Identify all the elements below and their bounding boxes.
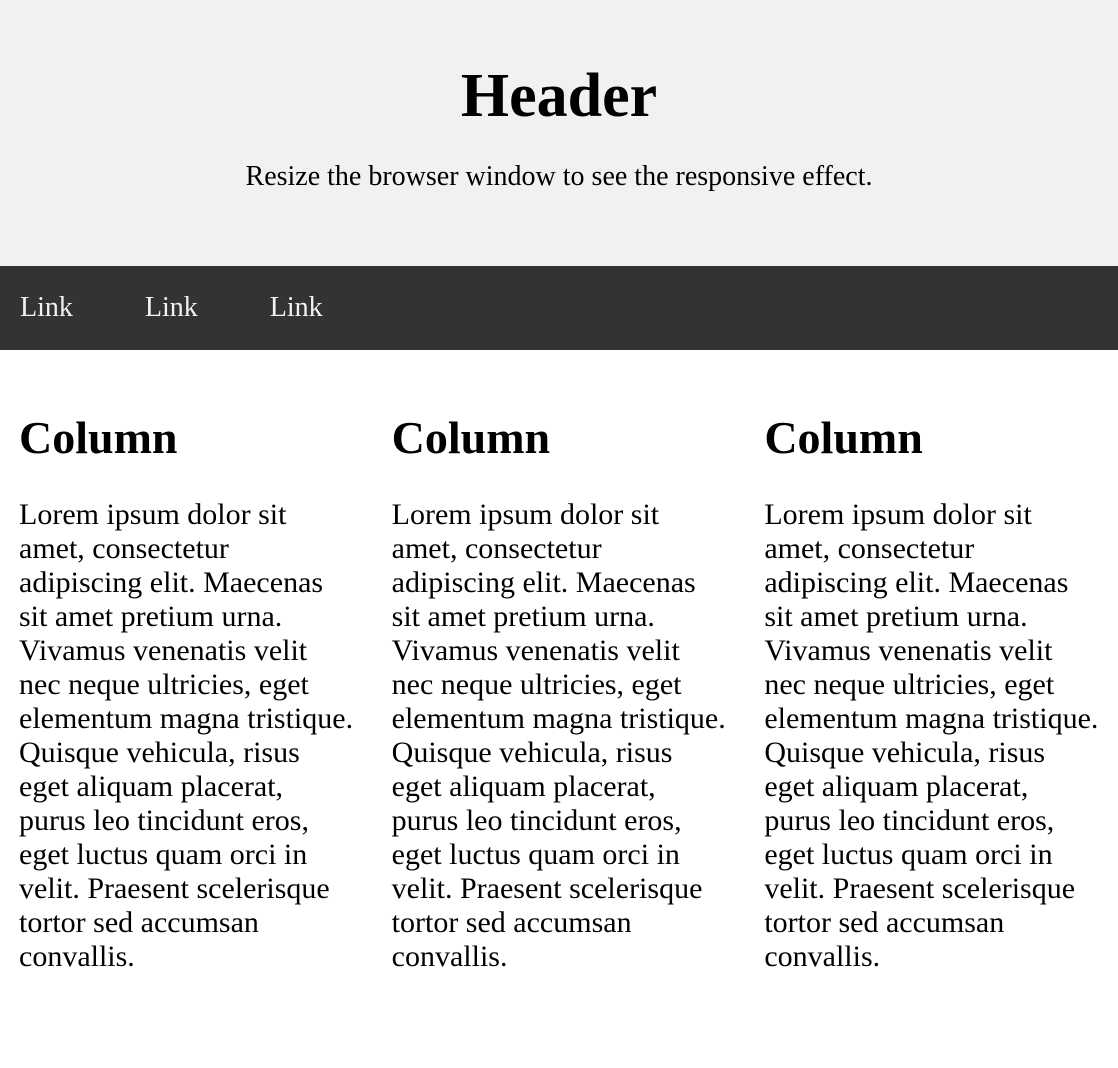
page-title: Header	[460, 62, 658, 130]
column-title: Column	[19, 412, 178, 463]
column-3	[745, 350, 1118, 974]
nav-link-1[interactable]: Link	[20, 292, 73, 323]
nav-link-2[interactable]: Link	[144, 292, 198, 323]
page-subtitle: Resize the browser window to see the responsive effect.	[245, 161, 873, 192]
column-text: Lorem ipsum dolor sit amet, consectetur adipiscing elit. Maecenas sit amet pretium urna. Vivamus venenatis velit nec neque ultricies, eget elementum magna tristique. Quisque vehicula, risus eget aliquam placerat, purus leo tincidunt eros, eget luctus quam orci in velit. Praesent scelerisque tortor sed accumsan convallis.	[391, 498, 726, 973]
page-header	[0, 0, 1118, 266]
column-text: Lorem ipsum dolor sit amet, consectetur adipiscing elit. Maecenas sit amet pretium urna. Vivamus venenatis velit nec neque ultricies, eget elementum magna tristique. Quisque vehicula, risus eget aliquam placerat, purus leo tincidunt eros, eget luctus quam orci in velit. Praesent scelerisque tortor sed accumsan convallis.	[764, 498, 1099, 973]
nav-link-3[interactable]: Link	[269, 292, 323, 323]
column-text: Lorem ipsum dolor sit amet, consectetur adipiscing elit. Maecenas sit amet pretium urna. Vivamus venenatis velit nec neque ultricies, eget elementum magna tristique. Quisque vehicula, risus eget aliquam placerat, purus leo tincidunt eros, eget luctus quam orci in velit. Praesent scelerisque tortor sed accumsan convallis.	[19, 498, 354, 973]
top-nav	[0, 266, 1118, 350]
column-title: Column	[391, 412, 551, 463]
column-2	[373, 350, 746, 974]
content-row	[0, 350, 1118, 974]
column-1	[0, 350, 373, 974]
column-title: Column	[764, 412, 923, 463]
